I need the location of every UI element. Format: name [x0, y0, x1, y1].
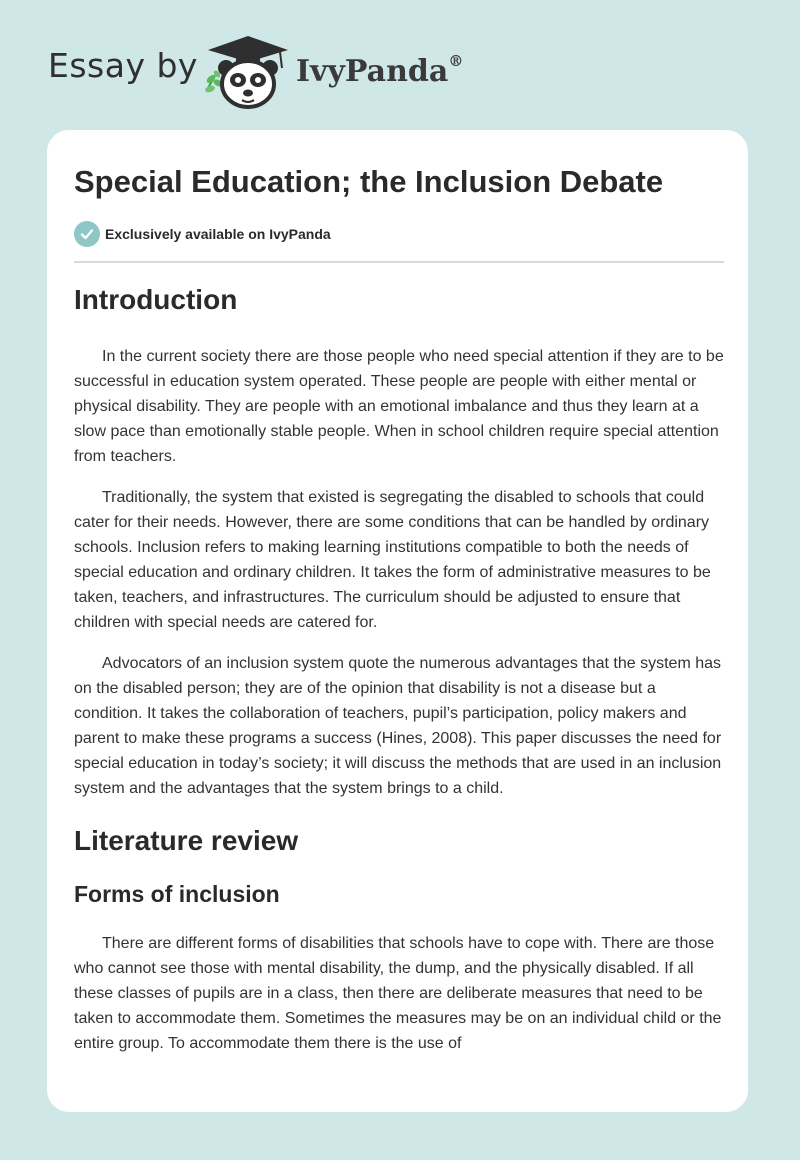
- ivypanda-logo-icon[interactable]: [200, 34, 296, 110]
- check-icon: [74, 221, 100, 247]
- paragraph: Traditionally, the system that existed is segregating the disabled to schools that could cater for their needs. However, there are some conditions that can be handled by ordinary schools. Inclusion refers to making learning institutions compatible to both the needs of special education and ordinary children. It takes the form of administrative measures to be taken, teachers, and infrastructures. The curriculum should be adjusted to ensure that children with special needs are catered for.: [74, 489, 711, 631]
- section-heading-literature-review: Literature review: [74, 825, 299, 856]
- page-title: Special Education; the Inclusion Debate: [74, 164, 664, 199]
- essay-body: [74, 282, 724, 1056]
- exclusive-badge: [74, 221, 331, 247]
- paragraph: There are different forms of disabilities that schools have to cope with. There are those who cannot see those with mental disability, the dump, and the physically disabled. If all these classes of pupils are in a class, then there are deliberate measures that need to be taken to accommodate them. Sometimes the measures may be on an individual child or the entire group. To accommodate them there is the use of: [74, 935, 722, 1052]
- section-heading-introduction: Introduction: [74, 284, 238, 315]
- badge-label: Exclusively available on IvyPanda: [105, 226, 331, 242]
- registered-mark: ®: [448, 52, 464, 70]
- subsection-heading-forms-of-inclusion: Forms of inclusion: [74, 881, 280, 907]
- brand-name[interactable]: IvyPanda®: [296, 52, 464, 89]
- site-header: [0, 0, 800, 130]
- divider: [74, 261, 724, 263]
- essay-by-label: Essay by: [48, 46, 198, 85]
- paragraph: Advocators of an inclusion system quote the numerous advantages that the system has on the disabled person; they are of the opinion that disability is not a disease but a condition. It takes the collaboration of teachers, pupil’s participation, policy makers and parent to make these programs a success (Hines, 2008). This paper discusses the need for special education in today’s society; it will discuss the methods that are used in an inclusion system and the advantages that the system brings to a child.: [74, 655, 722, 797]
- paragraph: In the current society there are those people who need special attention if they are to be successful in education system operated. These people are people with either mental or physical disability. They are people with an emotional imbalance and thus they learn at a slow pace than emotionally stable people. When in school children require special attention from teachers.: [74, 348, 724, 465]
- essay-card: [47, 130, 748, 1112]
